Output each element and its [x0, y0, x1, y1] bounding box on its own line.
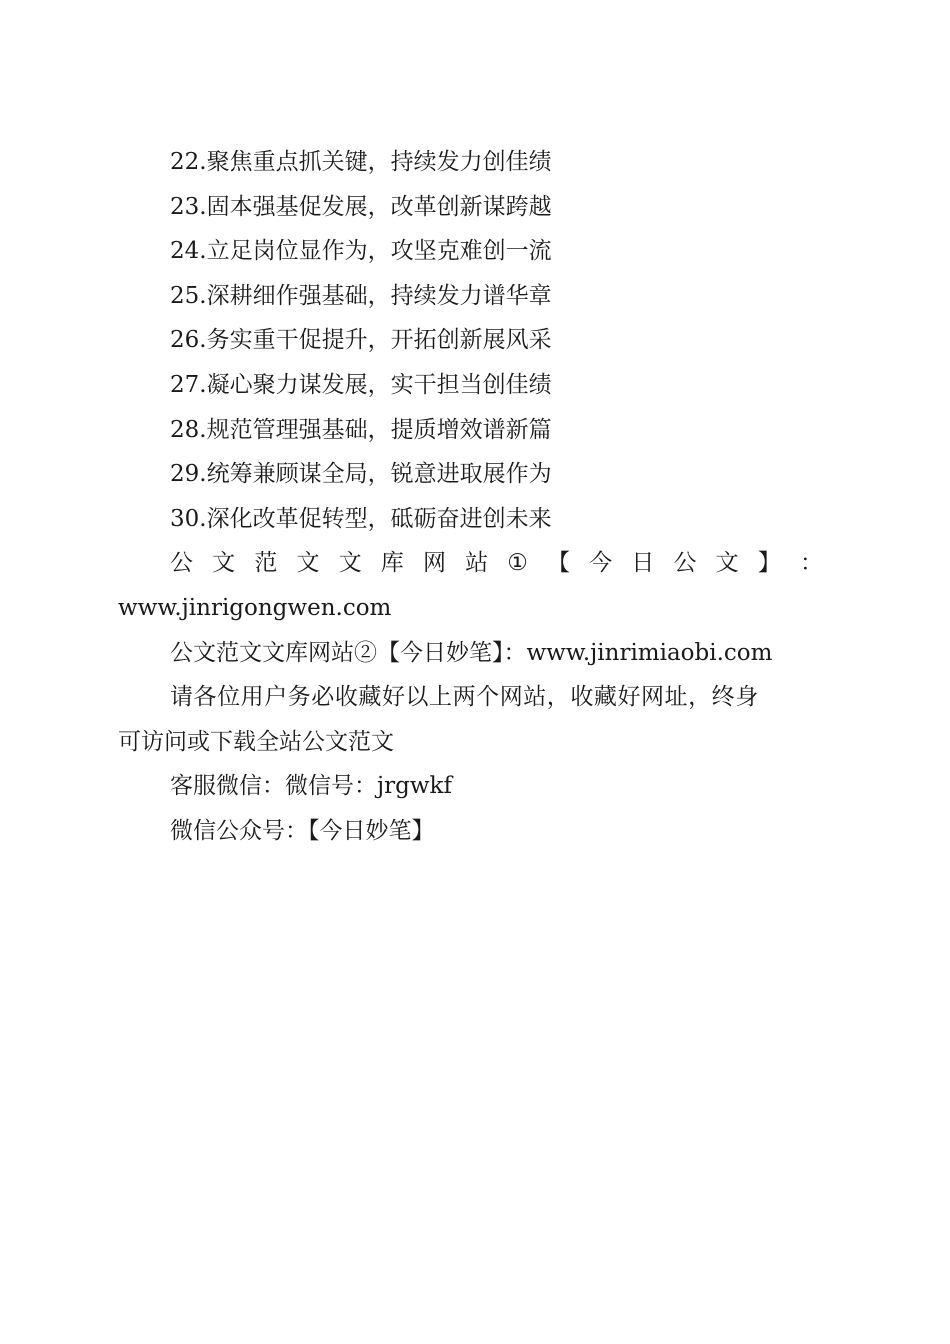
slogan-item: 25.深耕细作强基础，持续发力谱华章 — [170, 282, 552, 309]
notice-line-2: 可访问或下载全站公文范文 — [118, 728, 394, 755]
slogan-item: 26.务实重干促提升，开拓创新展风采 — [170, 327, 552, 354]
site1-char: 文 — [212, 550, 236, 577]
site1-char: 【 — [547, 550, 571, 577]
site1-char: 日 — [631, 550, 655, 577]
site1-char: 站 — [465, 550, 489, 577]
site1-heading-line — [118, 541, 823, 586]
slogan-item: 27.凝心聚力谋发展，实干担当创佳绩 — [170, 371, 552, 398]
site1-char: ① — [507, 550, 528, 577]
site1-char: 网 — [422, 550, 446, 577]
slogan-item: 29.统筹兼顾谋全局，锐意进取展作为 — [170, 461, 552, 488]
site1-char: 今 — [589, 550, 613, 577]
document-body — [118, 140, 823, 854]
slogan-item: 28.规范管理强基础，提质增效谱新篇 — [170, 416, 552, 443]
service-wechat: 客服微信：微信号：jrgwkf — [170, 773, 452, 800]
site1-char: 范 — [254, 550, 278, 577]
slogan-item: 24.立足岗位显作为，攻坚克难创一流 — [170, 238, 552, 265]
notice-line-1: 请各位用户务必收藏好以上两个网站，收藏好网址，终身 — [170, 684, 759, 711]
site2-line: 公文范文文库网站②【今日妙笔】：www.jinrimiaobi.com — [170, 639, 773, 666]
site1-char: 公 — [170, 550, 193, 577]
site1-char: 公 — [673, 550, 697, 577]
site1-char: 文 — [296, 550, 320, 577]
slogan-item: 30.深化改革促转型，砥砺奋进创未来 — [170, 505, 552, 532]
slogan-item: 22.聚焦重点抓关键，持续发力创佳绩 — [170, 149, 552, 175]
site1-char: 库 — [380, 550, 404, 577]
site1-url: www.jinrigongwen.com — [118, 594, 392, 621]
site1-char: 文 — [715, 550, 739, 577]
site1-char: 文 — [338, 550, 362, 577]
slogan-item: 23.固本强基促发展，改革创新谋跨越 — [170, 193, 552, 220]
official-account: 微信公众号：【今日妙笔】 — [170, 817, 435, 844]
site1-char: 】 — [757, 550, 781, 577]
notice-paragraph — [118, 675, 823, 764]
site1-paragraph — [118, 541, 823, 630]
site1-char: ： — [799, 550, 823, 577]
